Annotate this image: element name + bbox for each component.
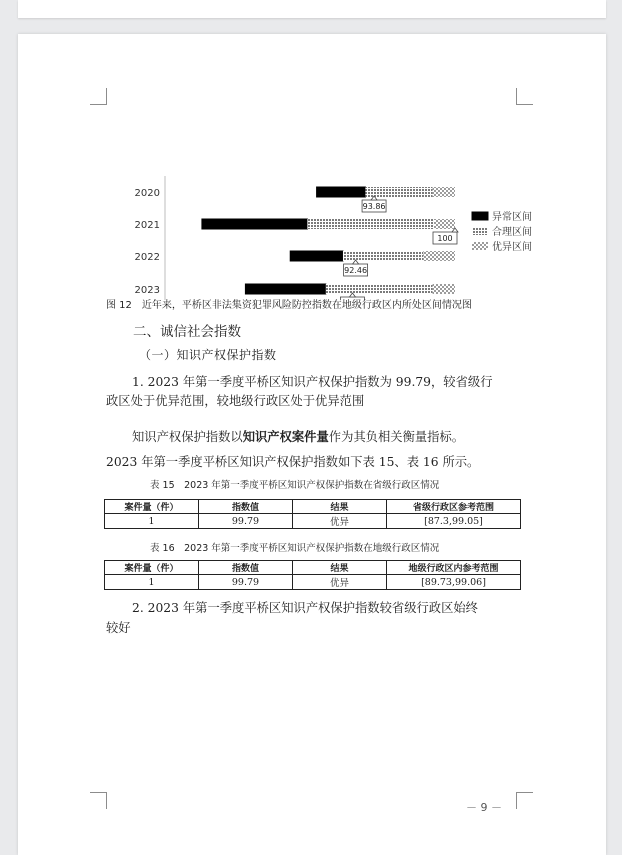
table-cell: [89.73,99.06]: [387, 575, 521, 590]
table-header-cell: 地级行政区内参考范围: [387, 561, 521, 575]
bar-segment: [423, 251, 455, 261]
page-number: － 9 －: [466, 801, 502, 814]
table-header-cell: 案件量（件）: [105, 500, 199, 514]
crop-mark-bottom-right: [516, 792, 533, 809]
bar-segment: [434, 219, 455, 229]
paragraph-2: [132, 427, 464, 445]
bar-segment: [245, 284, 325, 294]
subsection-heading: （一）知识产权保护指数: [139, 348, 277, 362]
table-cell: 优异: [293, 575, 387, 590]
bar-segment: [307, 219, 434, 229]
legend-label: 合理区间: [492, 227, 532, 238]
y-category-label: 2023: [134, 285, 160, 296]
range-chart: [110, 138, 540, 300]
table-header-cell: 案件量（件）: [105, 561, 199, 575]
crop-mark-bottom-left: [90, 792, 107, 809]
bar-segment: [433, 284, 455, 294]
legend-label: 异常区间: [492, 212, 532, 223]
table-header-cell: 结果: [293, 500, 387, 514]
y-category-label: 2020: [134, 188, 160, 199]
legend-swatch: [472, 242, 488, 250]
data-label: 93.86: [362, 202, 386, 211]
table-16-caption: 表 16 2023 年第一季度平桥区知识产权保护指数在地级行政区情况: [150, 543, 440, 554]
bar-segment: [326, 284, 433, 294]
paragraph-4-line-1: 2. 2023 年第一季度平桥区知识产权保护指数较省级行政区始终: [132, 601, 478, 615]
table-15-caption: 表 15 2023 年第一季度平桥区知识产权保护指数在省级行政区情况: [150, 480, 440, 491]
paragraph-1-line-2: 政区处于优异范围，较地级行政区处于优异范围: [106, 394, 365, 408]
data-label: 100: [437, 234, 453, 243]
bar-segment: [365, 187, 432, 197]
bar-segment: [202, 219, 307, 229]
data-label: 92.46: [344, 266, 368, 275]
paragraph-4-line-2: 较好: [106, 621, 131, 635]
legend-label: 优异区间: [492, 242, 532, 253]
table-16: [104, 560, 521, 590]
paragraph-3: 2023 年第一季度平桥区知识产权保护指数如下表 15、表 16 所示。: [106, 455, 480, 469]
table-cell: 1: [105, 514, 199, 529]
bar-segment: [290, 251, 343, 261]
paragraph-2-prefix: 知识产权保护指数以: [132, 430, 243, 444]
table-header-cell: 结果: [293, 561, 387, 575]
paragraph-2-suffix: 作为其负相关衡量指标。: [328, 430, 465, 444]
figure-caption: 图 12 近年来，平桥区非法集资犯罪风险防控指数在地级行政区内所处区间情况图: [106, 300, 472, 311]
bar-segment: [433, 187, 455, 197]
table-header-row: [105, 500, 521, 514]
table-row: [105, 514, 521, 529]
document-page: [18, 34, 606, 855]
paragraph-2-bold: 知识产权案件量: [242, 430, 329, 444]
table-15: [104, 499, 521, 529]
bar-segment: [317, 187, 366, 197]
legend-swatch: [472, 212, 488, 220]
y-category-label: 2021: [134, 220, 160, 231]
legend-swatch: [472, 227, 488, 235]
crop-mark-top-left: [90, 88, 107, 105]
table-header-row: [105, 561, 521, 575]
previous-page-edge: [18, 0, 606, 18]
table-cell: 优异: [293, 514, 387, 529]
y-category-label: 2022: [134, 252, 160, 263]
table-row: [105, 575, 521, 590]
table-cell: 1: [105, 575, 199, 590]
paragraph-1-line-1: 1. 2023 年第一季度平桥区知识产权保护指数为 99.79，较省级行: [132, 375, 493, 389]
table-cell: 99.79: [199, 575, 293, 590]
table-header-cell: 指数值: [199, 561, 293, 575]
section-heading: 二、诚信社会指数: [133, 324, 241, 340]
bar-segment: [343, 251, 423, 261]
crop-mark-top-right: [516, 88, 533, 105]
table-header-cell: 指数值: [199, 500, 293, 514]
table-header-cell: 省级行政区参考范围: [387, 500, 521, 514]
table-cell: [87.3,99.05]: [387, 514, 521, 529]
table-cell: 99.79: [199, 514, 293, 529]
